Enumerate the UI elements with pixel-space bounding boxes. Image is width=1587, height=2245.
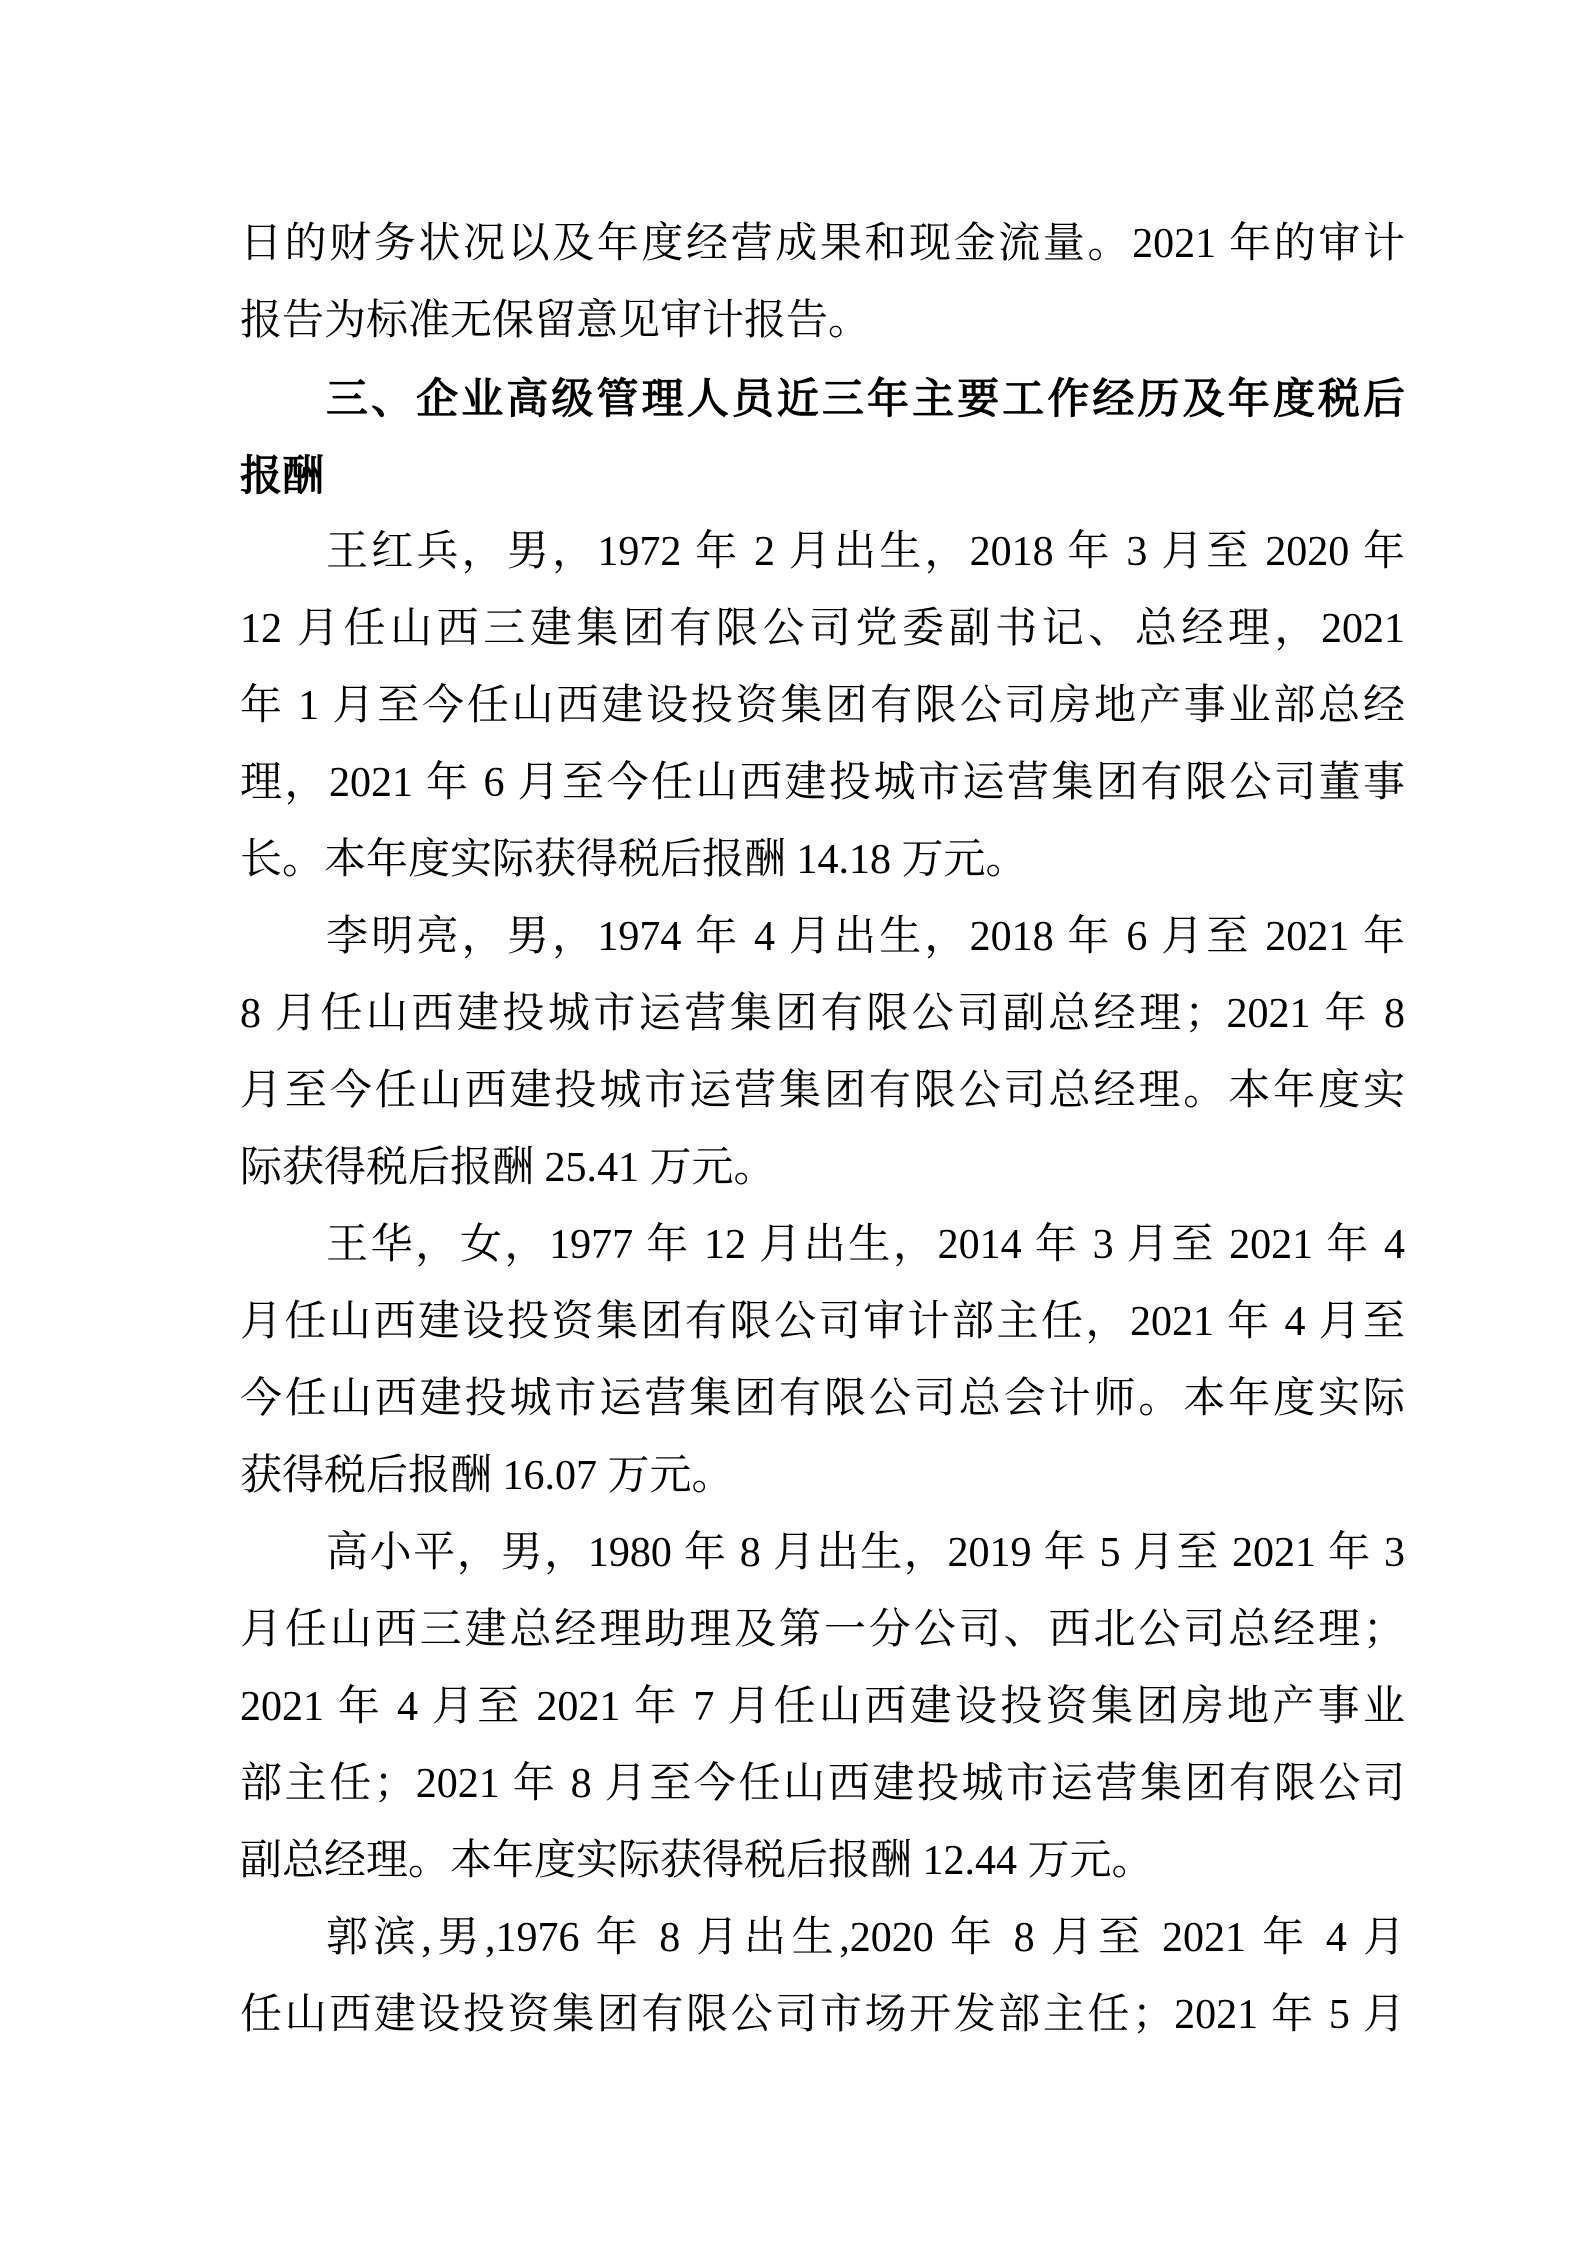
- text-line: 郭滨,男,1976 年 8 月出生,2020 年 8 月至 2021 年 4 月: [326, 1915, 1405, 1961]
- text-line: 高小平，男，1980 年 8 月出生，2019 年 5 月至 2021 年 3: [326, 1530, 1405, 1576]
- text-line: 报告为标准无保留意见审计报告。: [240, 298, 871, 344]
- text-line: 李明亮，男，1974 年 4 月出生，2018 年 6 月至 2021 年: [326, 914, 1405, 960]
- text-line: 理，2021 年 6 月至今任山西建投城市运营集团有限公司董事: [240, 760, 1405, 806]
- text-line: 日的财务状况以及年度经营成果和现金流量。2021 年的审计: [240, 221, 1405, 267]
- section-heading-line: 三、企业高级管理人员近三年主要工作经历及年度税后: [326, 375, 1405, 422]
- text-line: 际获得税后报酬 25.41 万元。: [240, 1145, 776, 1191]
- text-line: 月任山西三建总经理助理及第一分公司、西北公司总经理；: [240, 1607, 1405, 1653]
- text-line: 2021 年 4 月至 2021 年 7 月任山西建设投资集团房地产事业: [240, 1684, 1405, 1730]
- text-line: 王红兵，男，1972 年 2 月出生，2018 年 3 月至 2020 年: [326, 529, 1405, 575]
- text-line: 年 1 月至今任山西建设投资集团有限公司房地产事业部总经: [240, 683, 1405, 729]
- section-heading-line: 报酬: [240, 452, 325, 499]
- text-line: 副总经理。本年度实际获得税后报酬 12.44 万元。: [240, 1838, 1154, 1884]
- text-line: 任山西建设投资集团有限公司市场开发部主任；2021 年 5 月: [240, 1992, 1405, 2038]
- text-line: 长。本年度实际获得税后报酬 14.18 万元。: [240, 837, 1028, 883]
- text-line: 今任山西建投城市运营集团有限公司总会计师。本年度实际: [240, 1376, 1405, 1422]
- text-line: 月任山西建设投资集团有限公司审计部主任，2021 年 4 月至: [240, 1299, 1405, 1345]
- text-line: 8 月任山西建投城市运营集团有限公司副总经理；2021 年 8: [240, 991, 1405, 1037]
- text-line: 获得税后报酬 16.07 万元。: [240, 1453, 734, 1499]
- text-line: 月至今任山西建投城市运营集团有限公司总经理。本年度实: [240, 1068, 1405, 1114]
- text-line: 12 月任山西三建集团有限公司党委副书记、总经理，2021: [240, 606, 1405, 652]
- text-line: 王华，女，1977 年 12 月出生，2014 年 3 月至 2021 年 4: [326, 1222, 1405, 1268]
- text-line: 部主任；2021 年 8 月至今任山西建投城市运营集团有限公司: [240, 1761, 1405, 1807]
- text-block: [240, 206, 1405, 2054]
